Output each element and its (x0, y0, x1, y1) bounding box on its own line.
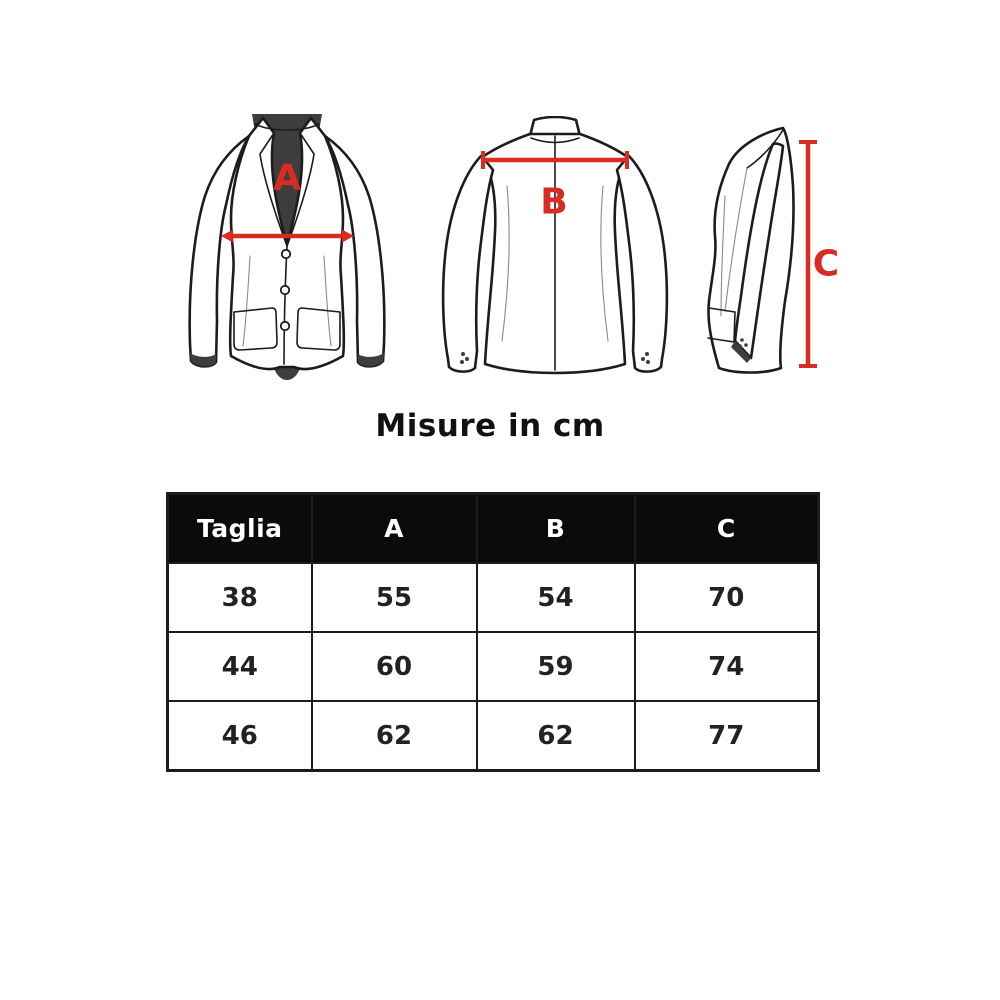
front-button-1 (282, 250, 290, 258)
column-header-taglia: Taglia (168, 494, 312, 564)
side-cuff-button-1 (740, 338, 744, 342)
size-cell-a: 55 (312, 563, 477, 632)
size-cell-b: 59 (477, 632, 635, 701)
page-title: Misure in cm (375, 408, 605, 444)
measure-label-c: C (812, 243, 840, 285)
size-cell-a: 62 (312, 701, 477, 771)
jacket-side-view (695, 116, 840, 386)
size-cell-a: 60 (312, 632, 477, 701)
size-cell-c: 74 (635, 632, 819, 701)
column-header-c: C (635, 494, 819, 564)
size-cell-c: 70 (635, 563, 819, 632)
size-table (166, 492, 820, 772)
size-cell-b: 62 (477, 701, 635, 771)
front-button-3 (281, 322, 289, 330)
table-header-row (168, 494, 819, 564)
back-left-cuff-button-1 (461, 352, 465, 356)
column-header-a: A (312, 494, 477, 564)
size-cell-c: 77 (635, 701, 819, 771)
size-cell-taglia: 44 (168, 632, 312, 701)
measure-arrow-a-left-head (221, 230, 233, 243)
side-cuff-button-2 (744, 343, 748, 347)
jacket-front-view (170, 106, 404, 384)
front-button-2 (281, 286, 289, 294)
size-cell-taglia: 38 (168, 563, 312, 632)
jacket-back-view (435, 116, 675, 386)
back-left-cuff-button-2 (465, 357, 469, 361)
size-cell-taglia: 46 (168, 701, 312, 771)
measure-label-b: B (540, 181, 568, 223)
table-row (168, 632, 819, 701)
measure-label-a: A (273, 157, 301, 199)
back-right-cuff-button-3 (646, 360, 650, 364)
back-right-cuff-button-1 (645, 352, 649, 356)
back-right-cuff-button-2 (641, 357, 645, 361)
size-cell-b: 54 (477, 563, 635, 632)
table-row (168, 701, 819, 771)
side-cuff-button-3 (738, 344, 742, 348)
column-header-b: B (477, 494, 635, 564)
table-row (168, 563, 819, 632)
back-left-cuff-button-3 (460, 360, 464, 364)
